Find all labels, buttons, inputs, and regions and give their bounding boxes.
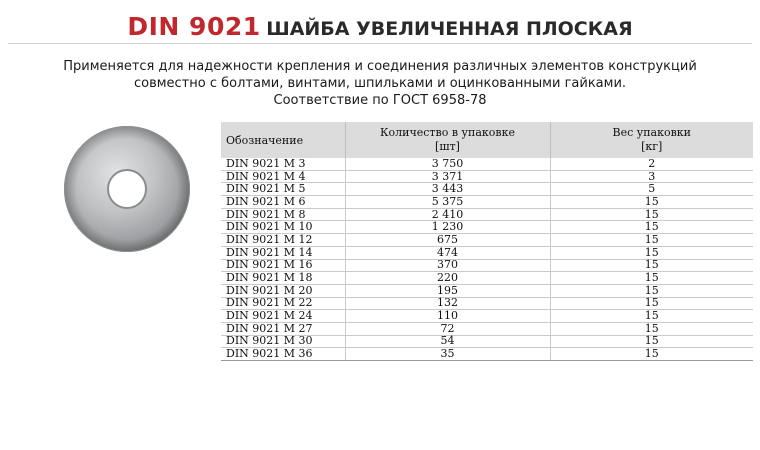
table-row — [221, 246, 753, 259]
column-header-weight-unit: [кг] — [641, 140, 663, 153]
cell-weight: 15 — [550, 208, 753, 221]
column-header-qty-unit: [шт] — [435, 140, 460, 153]
cell-weight: 15 — [550, 234, 753, 247]
cell-weight: 15 — [550, 272, 753, 285]
cell-qty: 110 — [345, 310, 550, 323]
product-name: ШАЙБА УВЕЛИЧЕННАЯ ПЛОСКАЯ — [266, 18, 633, 40]
table-row — [221, 297, 753, 310]
cell-qty: 1 230 — [345, 221, 550, 234]
table-row — [221, 183, 753, 196]
cell-name: DIN 9021 M 22 — [221, 297, 345, 310]
cell-name: DIN 9021 M 27 — [221, 322, 345, 335]
cell-name: DIN 9021 M 3 — [221, 158, 345, 170]
cell-qty: 72 — [345, 322, 550, 335]
cell-qty: 5 375 — [345, 196, 550, 209]
spec-table — [221, 122, 753, 361]
description-line: совместно с болтами, винтами, шпильками и оцинкованными гайками. — [133, 76, 627, 91]
standard-code: DIN 9021 — [127, 12, 261, 41]
cell-weight: 15 — [550, 310, 753, 323]
table-row — [221, 170, 753, 183]
table-row — [221, 158, 753, 170]
cell-qty: 35 — [345, 348, 550, 361]
cell-name: DIN 9021 M 10 — [221, 221, 345, 234]
cell-qty: 675 — [345, 234, 550, 247]
table-row — [221, 196, 753, 209]
page-title — [0, 12, 760, 41]
description — [0, 58, 760, 109]
table-row — [221, 234, 753, 247]
table-row — [221, 208, 753, 221]
cell-name: DIN 9021 M 4 — [221, 170, 345, 183]
cell-weight: 15 — [550, 322, 753, 335]
cell-weight: 15 — [550, 246, 753, 259]
cell-qty: 474 — [345, 246, 550, 259]
column-header-qty — [345, 122, 550, 158]
cell-qty: 54 — [345, 335, 550, 348]
cell-weight: 15 — [550, 196, 753, 209]
cell-name: DIN 9021 M 5 — [221, 183, 345, 196]
cell-qty: 3 371 — [345, 170, 550, 183]
cell-qty: 370 — [345, 259, 550, 272]
column-header-qty-label: Количество в упаковке — [380, 126, 515, 139]
cell-qty: 195 — [345, 284, 550, 297]
cell-qty: 3 443 — [345, 183, 550, 196]
cell-qty: 2 410 — [345, 208, 550, 221]
cell-weight: 5 — [550, 183, 753, 196]
table-row — [221, 322, 753, 335]
cell-name: DIN 9021 M 6 — [221, 196, 345, 209]
cell-name: DIN 9021 M 20 — [221, 284, 345, 297]
table-row — [221, 221, 753, 234]
cell-name: DIN 9021 M 14 — [221, 246, 345, 259]
table-header-row — [221, 122, 753, 158]
table-row — [221, 284, 753, 297]
cell-qty: 132 — [345, 297, 550, 310]
table-row — [221, 335, 753, 348]
description-line: Применяется для надежности крепления и соединения различных элементов конструкций — [63, 59, 697, 74]
table-row — [221, 310, 753, 323]
description-line: Соответствие по ГОСТ 6958-78 — [273, 93, 487, 108]
cell-weight: 15 — [550, 297, 753, 310]
cell-name: DIN 9021 M 30 — [221, 335, 345, 348]
table-row — [221, 272, 753, 285]
cell-name: DIN 9021 M 18 — [221, 272, 345, 285]
washer-icon — [62, 124, 192, 254]
cell-weight: 15 — [550, 284, 753, 297]
cell-name: DIN 9021 M 24 — [221, 310, 345, 323]
column-header-weight-label: Вес упаковки — [612, 126, 691, 139]
table-row — [221, 259, 753, 272]
cell-name: DIN 9021 M 8 — [221, 208, 345, 221]
cell-weight: 15 — [550, 348, 753, 361]
column-header-weight — [550, 122, 753, 158]
cell-weight: 15 — [550, 259, 753, 272]
cell-weight: 15 — [550, 221, 753, 234]
cell-weight: 2 — [550, 158, 753, 170]
cell-qty: 220 — [345, 272, 550, 285]
title-divider — [8, 43, 752, 44]
cell-name: DIN 9021 M 16 — [221, 259, 345, 272]
cell-weight: 15 — [550, 335, 753, 348]
column-header-name: Обозначение — [221, 122, 345, 158]
cell-weight: 3 — [550, 170, 753, 183]
cell-qty: 3 750 — [345, 158, 550, 170]
table-row — [221, 348, 753, 361]
cell-name: DIN 9021 M 36 — [221, 348, 345, 361]
cell-name: DIN 9021 M 12 — [221, 234, 345, 247]
